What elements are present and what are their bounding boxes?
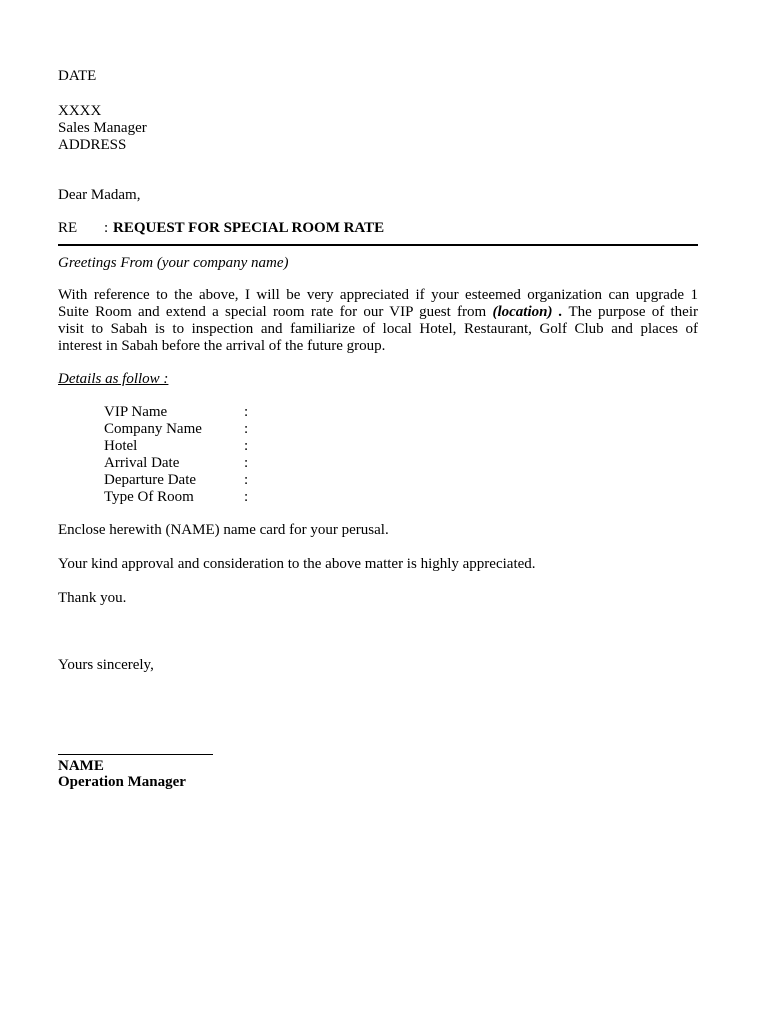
body-paragraph (58, 287, 698, 355)
detail-label: Departure Date (104, 472, 197, 488)
details-heading: Details as follow : (58, 371, 169, 387)
detail-colon: : (244, 455, 249, 471)
detail-row (104, 472, 404, 489)
detail-label: VIP Name (104, 404, 168, 420)
body-line-2-start: Suite Room and extend a special room rate for our VIP guest from (58, 304, 493, 320)
subject-divider (58, 244, 698, 246)
signatory-title: Operation Manager (58, 774, 186, 790)
closing-line: Yours sincerely, (58, 657, 154, 673)
recipient-address: ADDRESS (58, 137, 127, 153)
subject-line: REQUEST FOR SPECIAL ROOM RATE (113, 220, 385, 236)
detail-colon: : (244, 472, 249, 488)
detail-label: Hotel (104, 438, 138, 454)
detail-row (104, 455, 404, 472)
re-label: RE (58, 220, 78, 236)
body-line-2-end: The purpose of their (562, 304, 698, 320)
body-line-2 (58, 304, 698, 321)
detail-row (104, 438, 404, 455)
detail-label: Arrival Date (104, 455, 180, 471)
signature-line (58, 754, 213, 755)
approval-line: Your kind approval and consideration to the above matter is highly appreciated. (58, 556, 536, 572)
re-colon: : (104, 220, 109, 236)
location-placeholder: (location) . (492, 304, 563, 320)
body-line-4: interest in Sabah before the arrival of the future group. (58, 338, 386, 354)
detail-colon: : (244, 404, 249, 420)
detail-row (104, 404, 404, 421)
body-line-1: With reference to the above, I will be very appreciated if your esteemed organization can upgrade 1 (58, 287, 698, 303)
recipient-title: Sales Manager (58, 120, 147, 136)
detail-colon: : (244, 438, 249, 454)
signatory-name: NAME (58, 758, 104, 774)
enclosure-line: Enclose herewith (NAME) name card for your perusal. (58, 522, 389, 538)
date-line: DATE (58, 68, 97, 84)
salutation: Dear Madam, (58, 187, 141, 203)
details-list (104, 404, 404, 506)
detail-colon: : (244, 421, 249, 437)
body-line-3: visit to Sabah is to inspection and familiarize of local Hotel, Restaurant, Golf Club and places of (58, 321, 698, 337)
detail-row (104, 489, 404, 506)
detail-label: Type Of Room (104, 489, 194, 505)
detail-label: Company Name (104, 421, 202, 437)
detail-row (104, 421, 404, 438)
detail-colon: : (244, 489, 249, 505)
greeting-line: Greetings From (your company name) (58, 255, 289, 271)
thanks-line: Thank you. (58, 590, 127, 606)
recipient-name: XXXX (58, 103, 102, 119)
